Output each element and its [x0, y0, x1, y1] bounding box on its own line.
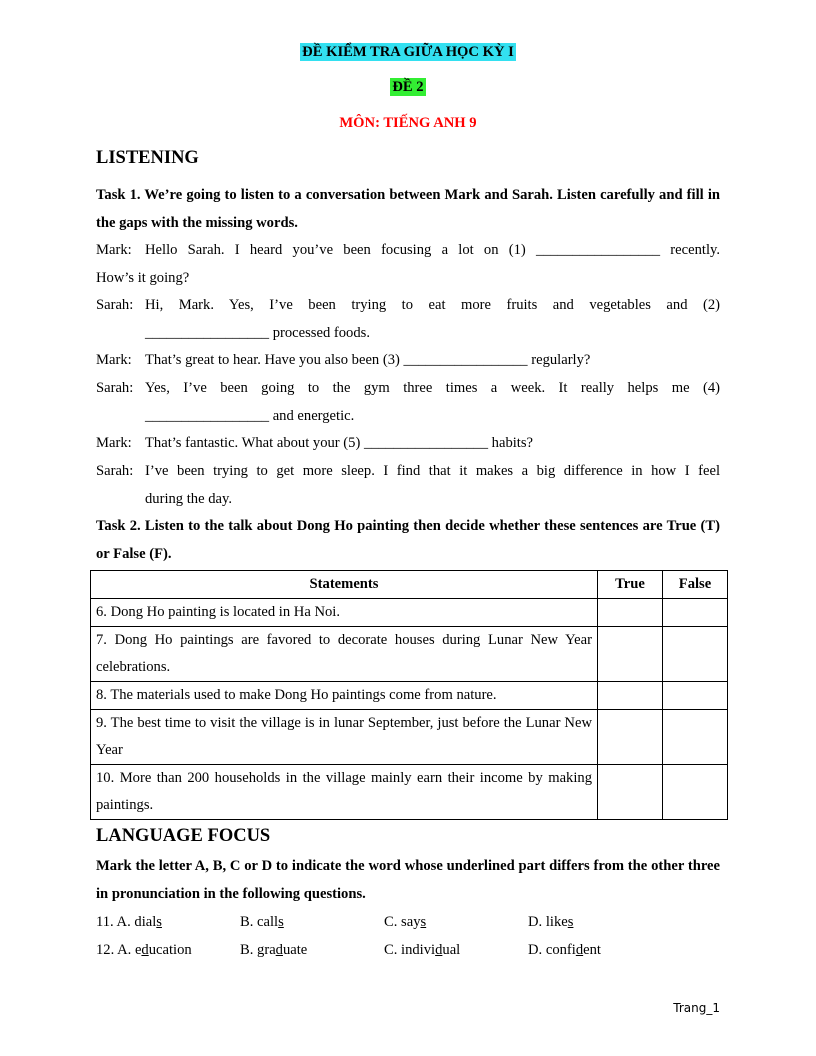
- utterance-continuation: during the day.: [145, 490, 232, 507]
- listening-heading: LISTENING: [96, 148, 199, 168]
- dialogue-line-4: [96, 375, 720, 430]
- option-c[interactable]: C. individual: [384, 942, 461, 958]
- exam-subject: MÔN: TIẾNG ANH 9: [339, 115, 477, 131]
- exam-title: ĐỀ KIỂM TRA GIỮA HỌC KỲ I: [302, 44, 514, 60]
- table-row: [91, 710, 728, 765]
- true-cell[interactable]: [598, 710, 663, 765]
- dialogue-line-5: [96, 430, 720, 458]
- statement-10: 10. More than 200 households in the village mainly earn their income by making paintings.: [91, 765, 598, 820]
- true-cell[interactable]: [598, 765, 663, 820]
- false-cell[interactable]: [663, 710, 728, 765]
- page-number: Trang_1: [673, 1001, 720, 1015]
- utterance: Hello Sarah. I heard you’ve been focusing a lot on (1) _________________ recently.: [145, 242, 720, 258]
- option-b[interactable]: B. calls: [240, 914, 284, 930]
- utterance-continuation: How’s it going?: [96, 269, 190, 286]
- option-d[interactable]: D. confident: [528, 942, 601, 958]
- question-11: [96, 909, 720, 937]
- statement-8: 8. The materials used to make Dong Ho paintings come from nature.: [91, 682, 598, 710]
- utterance: That’s great to hear. Have you also been (3) _________________ regularly?: [145, 352, 591, 368]
- task2-instruction: Task 2. Listen to the talk about Dong Ho painting then decide whether these sentences are True (T) or False (F).: [96, 518, 720, 562]
- header-statements: Statements: [91, 571, 598, 599]
- true-cell[interactable]: [598, 627, 663, 682]
- speaker-label: Sarah:: [96, 380, 134, 396]
- speaker-label: Sarah:: [96, 297, 134, 313]
- exam-code-line: [96, 79, 720, 96]
- statement-6: 6. Dong Ho painting is located in Ha Noi.: [91, 599, 598, 627]
- false-cell[interactable]: [663, 765, 728, 820]
- dialogue-line-1: [96, 237, 720, 292]
- utterance-continuation: _________________ processed foods.: [145, 324, 370, 341]
- exam-title-line: [96, 44, 720, 61]
- utterance: Yes, I’ve been going to the gym three times a week. It really helps me (4): [145, 380, 720, 396]
- pronunciation-instruction: Mark the letter A, B, C or D to indicate the word whose underlined part differs from the other three in pronunciation in the following questions.: [96, 858, 720, 902]
- statement-7: 7. Dong Ho paintings are favored to decorate houses during Lunar New Year celebrations.: [91, 627, 598, 682]
- false-cell[interactable]: [663, 627, 728, 682]
- header-false: False: [663, 571, 728, 599]
- utterance: That’s fantastic. What about your (5) _________________ habits?: [145, 435, 534, 451]
- option-c[interactable]: C. says: [384, 914, 427, 930]
- dialogue-line-2: [96, 292, 720, 347]
- dialogue-line-3: [96, 347, 720, 375]
- speaker-label: Sarah:: [96, 463, 134, 479]
- true-false-table: [90, 570, 728, 820]
- exam-code: ĐỀ 2: [392, 79, 424, 95]
- table-row: [91, 765, 728, 820]
- option-b[interactable]: B. graduate: [240, 942, 308, 958]
- task1-instruction: Task 1. We’re going to listen to a conversation between Mark and Sarah. Listen carefully and fill in the gaps with the missing words.: [96, 187, 720, 231]
- dialogue-line-6: [96, 458, 720, 513]
- header-true: True: [598, 571, 663, 599]
- question-12: [96, 937, 720, 965]
- true-cell[interactable]: [598, 682, 663, 710]
- language-focus-heading: LANGUAGE FOCUS: [96, 826, 271, 846]
- statement-9: 9. The best time to visit the village is in lunar September, just before the Lunar New Year: [91, 710, 598, 765]
- option-a[interactable]: 11. A. dials: [96, 914, 162, 930]
- table-row: [91, 599, 728, 627]
- option-a[interactable]: 12. A. education: [96, 942, 192, 958]
- table-header-row: [91, 571, 728, 599]
- option-d[interactable]: D. likes: [528, 914, 574, 930]
- table-row: [91, 627, 728, 682]
- utterance: I’ve been trying to get more sleep. I find that it makes a big difference in how I feel: [145, 463, 720, 479]
- utterance-continuation: _________________ and energetic.: [145, 407, 355, 424]
- true-cell[interactable]: [598, 599, 663, 627]
- false-cell[interactable]: [663, 682, 728, 710]
- utterance: Hi, Mark. Yes, I’ve been trying to eat more fruits and vegetables and (2): [145, 297, 720, 313]
- table-row: [91, 682, 728, 710]
- speaker-label: Mark:: [96, 242, 132, 258]
- speaker-label: Mark:: [96, 435, 132, 451]
- false-cell[interactable]: [663, 599, 728, 627]
- speaker-label: Mark:: [96, 352, 132, 368]
